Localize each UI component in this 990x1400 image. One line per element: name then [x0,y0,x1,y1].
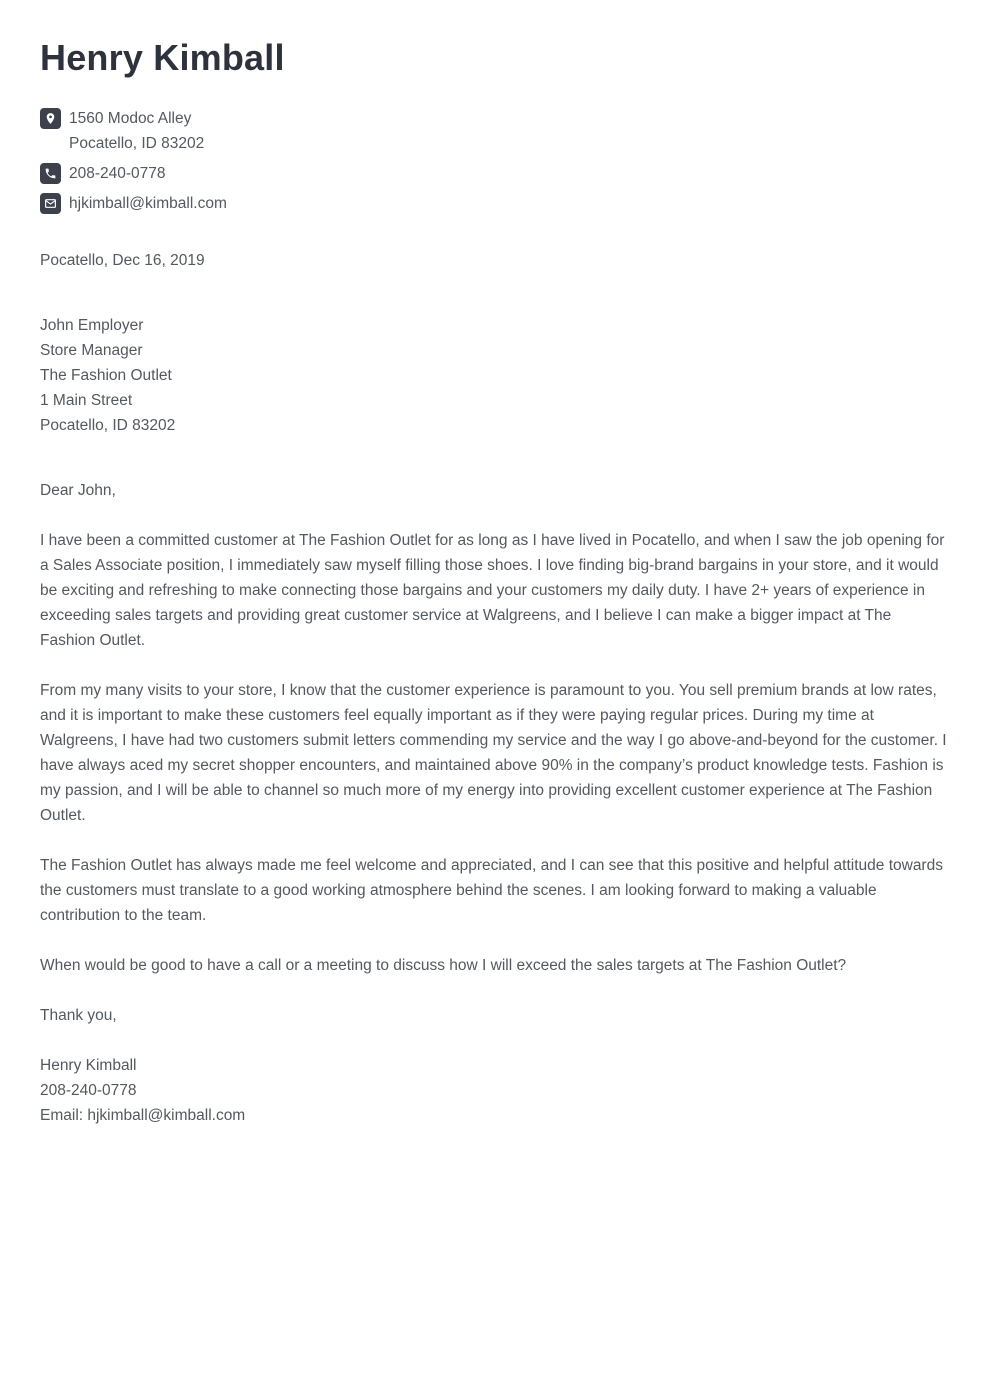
recipient-name: John Employer [40,317,144,334]
contact-item-email [40,191,947,216]
body-paragraph-3: The Fashion Outlet has always made me feel welcome and appreciated, and I can see that this positive and helpful attitude towards the customers must translate to a good working atmosphere behind the scenes. I am looking forward to making a valuable contribution to the team. [40,857,943,924]
contact-item-address [40,106,947,156]
recipient-company: The Fashion Outlet [40,367,172,384]
contact-list [40,106,947,216]
date-line: Pocatello, Dec 16, 2019 [40,252,205,269]
map-pin-icon [40,108,61,129]
salutation: Dear John, [40,482,116,499]
page-title: Henry Kimball [40,37,285,78]
contact-address-line1: 1560 Modoc Alley [69,110,192,127]
signature-phone: 208-240-0778 [40,1082,137,1099]
contact-email: hjkimball@kimball.com [69,195,227,212]
envelope-icon [40,193,61,214]
recipient-city: Pocatello, ID 83202 [40,417,176,434]
closing-line: Thank you, [40,1007,117,1024]
signature-email: Email: hjkimball@kimball.com [40,1107,246,1124]
body-paragraph-4: When would be good to have a call or a meeting to discuss how I will exceed the sales targets at The Fashion Outlet? [40,957,847,974]
contact-address-line2: Pocatello, ID 83202 [69,135,205,152]
phone-icon [40,163,61,184]
recipient-role: Store Manager [40,342,143,359]
body-paragraph-2: From my many visits to your store, I know that the customer experience is paramount to you. You sell premium brands at low rates, and it is important to make these customers feel equally important as if they were paying regular prices. During my time at Walgreens, I have had two customers submit letters commending my service and the way I go above-and-beyond for the customer. I have always aced my secret shopper encounters, and maintained above 90% in the company’s product knowledge tests. Fashion is my passion, and I will be able to channel so much more of my energy into providing excellent customer experience at The Fashion Outlet. [40,682,947,824]
contact-address [69,106,204,156]
recipient-street: 1 Main Street [40,392,133,409]
recipient-block [40,313,947,438]
signature-block [40,1053,947,1128]
contact-phone: 208-240-0778 [69,165,166,182]
contact-item-phone [40,161,947,186]
signature-name: Henry Kimball [40,1057,137,1074]
body-paragraph-1: I have been a committed customer at The Fashion Outlet for as long as I have lived in Pocatello, and when I saw the job opening for a Sales Associate position, I immediately saw myself filling those shoes. I love finding big-brand bargains in your store, and it would be exciting and refreshing to make connecting those bargains and your customers my daily duty. I have 2+ years of experience in exceeding sales targets and providing great customer service at Walgreens, and I believe I can make a bigger impact at The Fashion Outlet. [40,532,945,649]
